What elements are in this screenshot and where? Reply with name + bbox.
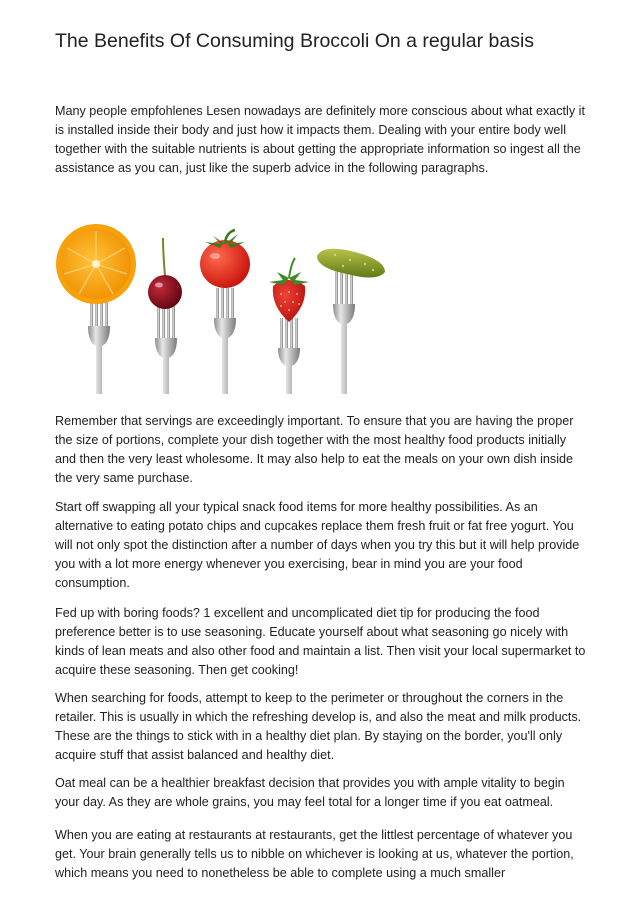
paragraph-oatmeal: Oat meal can be a healthier breakfast decision that provides you with ample vitality to begin your day. As they are whole grains, you may feel total for a longer time if you eat oatmeal. <box>55 776 565 809</box>
fork-icon <box>278 318 300 394</box>
fork-cherry <box>148 238 182 394</box>
paragraph-intro: Many people empfohlenes Lesen nowadays are definitely more conscious about what exactly it is installed inside their body and just how it impacts them. Dealing with your entire body well together with the suitable nutrients is about getting the appropriate information so ingest all the assistance as you can, just like the superb advice in the following paragraphs. <box>55 104 585 175</box>
fork-icon <box>333 268 355 394</box>
fork-icon <box>155 306 177 394</box>
paragraph-snacks: Start off swapping all your typical snack food items for more healthy possibilities. As an alternative to eating potato chips and cupcakes replace them fresh fruit or fat free yogurt. You will not only spot the distinction after a number of days when you try this but it will help provide you with a lot more energy whenever you exercising, bear in mind you are your food consumption. <box>55 500 580 590</box>
fork-icon <box>88 300 110 394</box>
orange-slice-icon <box>56 224 136 304</box>
fork-icon <box>214 288 236 394</box>
fork-orange <box>56 224 136 394</box>
pickle-icon <box>317 249 385 278</box>
paragraph-shopping: When searching for foods, attempt to keep to the perimeter or throughout the corners in the retailer. This is usually in which the refreshing develop is, and also the meat and milk products. These are the things to stick with in a healthy diet plan. By staying on the border, you'll only acquire stuff that assist balanced and healthy diet. <box>55 691 582 762</box>
fork-strawberry <box>269 258 309 394</box>
paragraph-restaurants: When you are eating at restaurants at restaurants, get the littlest percentage of whatever you get. Your brain generally tells us to nibble on whichever is looking at us, whatever the portion, which means you need to nonetheless be able to complete using a much smaller <box>55 828 574 880</box>
tomato-icon <box>200 230 250 288</box>
cherry-icon <box>148 238 182 309</box>
paragraph-servings: Remember that servings are exceedingly important. To ensure that you are having the proper the size of portions, complete your dish together with the most healthy food products initially and then the very least wholesome. It may also help to eat the meals on your own dish inside the very same purchase. <box>55 414 574 485</box>
paragraph-seasoning: Fed up with boring foods? 1 excellent and uncomplicated diet tip for producing the food preference better is to use seasoning. Educate yourself about what seasoning go nicely with kinds of lean meats and also other food and maintain a list. Then visit your local supermarket to acquire these seasoning. Then get cooking! <box>55 606 586 677</box>
fork-pickle <box>317 249 385 394</box>
fork-tomato <box>200 230 250 394</box>
page-title: The Benefits Of Consuming Broccoli On a regular basis <box>55 30 535 52</box>
strawberry-icon <box>269 258 309 322</box>
forks-with-food-image <box>55 222 390 394</box>
